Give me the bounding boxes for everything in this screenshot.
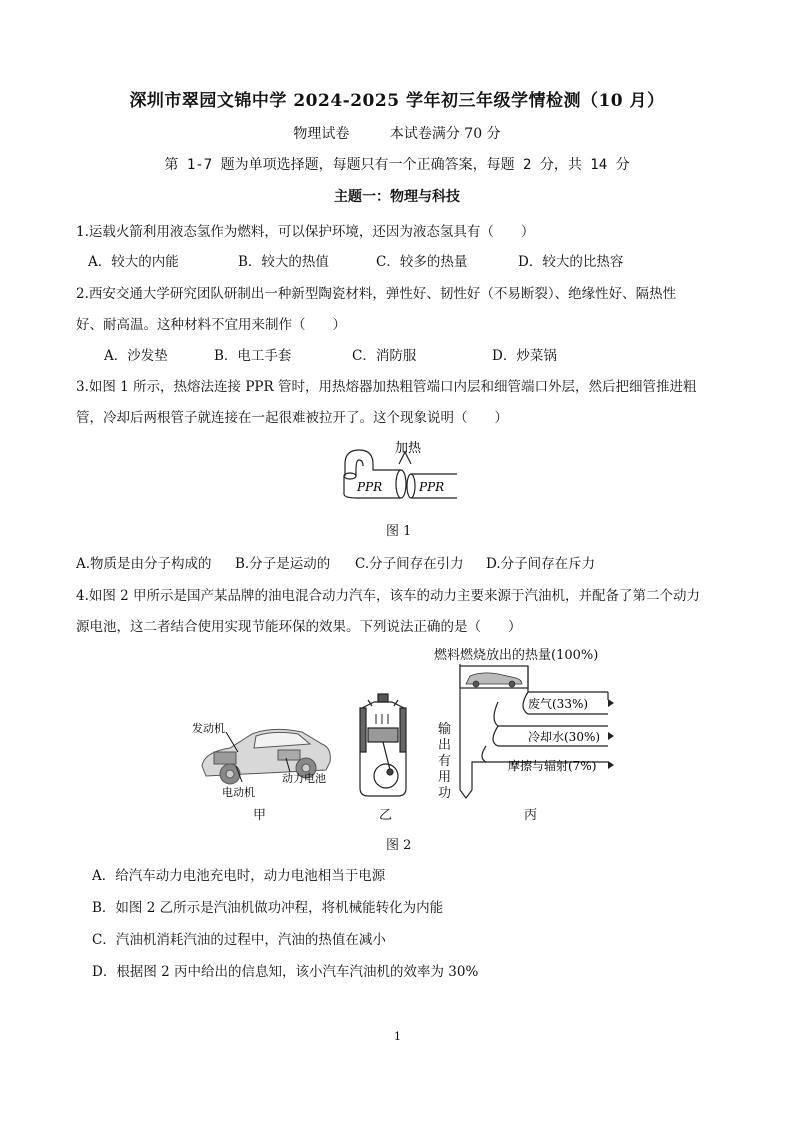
q1-option-c: C．较多的热量 <box>376 254 468 270</box>
q4-option-d: D．根据图 2 丙中给出的信息知，该小汽车汽油机的效率为 30% <box>92 964 479 980</box>
q1-option-a: A．较大的内能 <box>88 254 179 270</box>
ppr-label-left: PPR <box>357 480 383 494</box>
subtitle <box>0 123 794 143</box>
q2-option-d: D．炒菜锅 <box>492 348 557 364</box>
ppr-label-right: PPR <box>419 480 445 494</box>
q3-option-c: C.分子间存在引力 <box>355 556 464 572</box>
q2-option-b: B．电工手套 <box>214 348 292 364</box>
figure-1-pipes <box>335 436 460 506</box>
heat-label: 加热 <box>395 441 422 456</box>
battery-label: 动力电池 <box>282 772 326 785</box>
question-2-stem-line2: 好、耐高温。这种材料不宜用来制作（ ） <box>76 317 346 333</box>
exam-title: 深圳市翠园文锦中学 2024-2025 学年初三年级学情检测（10 月） <box>129 91 665 111</box>
figure-2c-energy-flow <box>432 662 632 802</box>
q4-option-b: B．如图 2 乙所示是汽油机做功冲程，将机械能转化为内能 <box>92 900 444 916</box>
question-4-stem-line1: 4.如图 2 甲所示是国产某品牌的油电混合动力汽车，该车的动力主要来源于汽油机，并配备了第二个动力 <box>76 588 701 604</box>
figure-2a-hybrid-car <box>190 718 340 798</box>
figure-1-caption: 图 1 <box>386 524 412 539</box>
full-score-label: 本试卷满分 70 分 <box>389 126 501 142</box>
figure-2b-engine-cylinder <box>352 692 414 802</box>
q2-option-a: A．沙发垫 <box>104 348 168 364</box>
engine-label: 发动机 <box>192 722 225 735</box>
q2-option-c: C．消防服 <box>352 348 417 364</box>
section-instruction: 第 1-7 题为单项选择题，每题只有一个正确答案，每题 2 分，共 14 分 <box>164 157 630 173</box>
q3-option-b: B.分子是运动的 <box>235 556 331 572</box>
loss-coolant-label: 冷却水(30%) <box>528 730 601 744</box>
q3-option-d: D.分子间存在斥力 <box>486 556 596 572</box>
q3-option-a: A.物质是由分子构成的 <box>76 556 212 572</box>
q1-option-b: B．较大的热值 <box>238 254 329 270</box>
figure-2c-label: 丙 <box>524 808 538 823</box>
q4-option-c: C．汽油机消耗汽油的过程中，汽油的热值在减小 <box>92 932 386 948</box>
motor-label: 电动机 <box>222 786 255 798</box>
q1-option-d: D．较大的比热容 <box>518 254 624 270</box>
energy-flow-title: 燃料燃烧放出的热量(100%) <box>434 648 599 663</box>
question-3-stem-line1: 3.如图 1 所示，热熔法连接 PPR 管时，用热熔器加热粗管端口内层和细管端口外层，然后把细管推进粗 <box>76 379 697 395</box>
question-2-stem-line1: 2.西安交通大学研究团队研制出一种新型陶瓷材料，弹性好、韧性好（不易断裂）、绝缘性好、隔热性 <box>76 286 677 302</box>
subject-label: 物理试卷 <box>293 126 350 142</box>
loss-friction-label: 摩擦与辐射(7%) <box>508 759 597 773</box>
useful-work-label: 输出有用功 <box>438 722 452 801</box>
page-number: 1 <box>394 1030 401 1043</box>
figure-2a-label: 甲 <box>253 808 267 823</box>
loss-exhaust-label: 废气(33%) <box>528 697 589 711</box>
question-4-stem-line2: 源电池，这二者结合使用实现节能环保的效果。下列说法正确的是（ ） <box>76 619 522 635</box>
question-3-stem-line2: 管，冷却后两根管子就连接在一起很难被拉开了。这个现象说明（ ） <box>76 410 508 426</box>
q4-option-a: A．给汽车动力电池充电时，动力电池相当于电源 <box>92 868 386 884</box>
figure-2b-label: 乙 <box>379 808 393 823</box>
question-1-stem: 1.运载火箭利用液态氢作为燃料，可以保护环境，还因为液态氢具有（ ） <box>76 224 535 240</box>
figure-2-caption: 图 2 <box>386 838 412 853</box>
topic-heading: 主题一：物理与科技 <box>334 189 460 205</box>
